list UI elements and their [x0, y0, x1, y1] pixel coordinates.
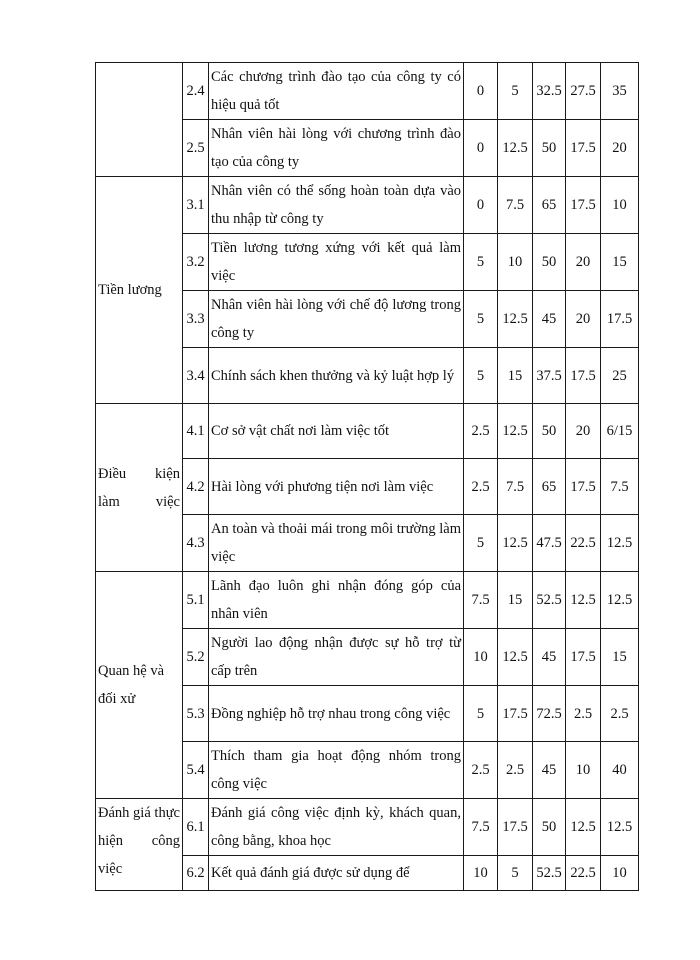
value-cell: 37.5 — [533, 348, 566, 404]
value-cell: 15 — [601, 629, 639, 686]
value-cell: 0 — [464, 63, 498, 120]
value-cell: 7.5 — [464, 572, 498, 629]
item-description: Người lao động nhận được sự hỗ trợ từ cấp trên — [209, 629, 464, 686]
item-description: Đồng nghiệp hỗ trợ nhau trong công việc — [209, 686, 464, 742]
value-cell: 2.5 — [601, 686, 639, 742]
item-description: Thích tham gia hoạt động nhóm trong công việc — [209, 742, 464, 799]
value-cell: 7.5 — [601, 459, 639, 515]
value-cell: 45 — [533, 742, 566, 799]
value-cell: 2.5 — [464, 742, 498, 799]
value-cell: 5 — [464, 291, 498, 348]
value-cell: 5 — [498, 856, 533, 891]
value-cell: 0 — [464, 177, 498, 234]
value-cell: 2.5 — [566, 686, 601, 742]
item-code: 3.1 — [183, 177, 209, 234]
value-cell: 65 — [533, 177, 566, 234]
table-row — [96, 404, 639, 459]
value-cell: 35 — [601, 63, 639, 120]
value-cell: 6/15 — [601, 404, 639, 459]
value-cell: 12.5 — [601, 799, 639, 856]
value-cell: 12.5 — [498, 291, 533, 348]
item-description: Chính sách khen thưởng và kỷ luật hợp lý — [209, 348, 464, 404]
group-label-cell — [96, 63, 183, 177]
value-cell: 22.5 — [566, 856, 601, 891]
value-cell: 20 — [566, 404, 601, 459]
value-cell: 17.5 — [498, 686, 533, 742]
item-description: Tiền lương tương xứng với kết quả làm việc — [209, 234, 464, 291]
value-cell: 10 — [566, 742, 601, 799]
item-description: Kết quả đánh giá được sử dụng để — [209, 856, 464, 891]
survey-table-body — [96, 63, 639, 891]
table-row — [96, 63, 639, 120]
value-cell: 50 — [533, 799, 566, 856]
item-description: Các chương trình đào tạo của công ty có hiệu quả tốt — [209, 63, 464, 120]
item-code: 6.1 — [183, 799, 209, 856]
value-cell: 72.5 — [533, 686, 566, 742]
item-code: 5.1 — [183, 572, 209, 629]
value-cell: 50 — [533, 234, 566, 291]
value-cell: 17.5 — [498, 799, 533, 856]
value-cell: 5 — [498, 63, 533, 120]
item-description: Cơ sở vật chất nơi làm việc tốt — [209, 404, 464, 459]
table-row — [96, 177, 639, 234]
value-cell: 12.5 — [566, 799, 601, 856]
value-cell: 45 — [533, 291, 566, 348]
item-code: 2.4 — [183, 63, 209, 120]
item-code: 3.3 — [183, 291, 209, 348]
value-cell: 32.5 — [533, 63, 566, 120]
survey-table — [95, 62, 639, 891]
value-cell: 5 — [464, 515, 498, 572]
value-cell: 12.5 — [498, 404, 533, 459]
value-cell: 40 — [601, 742, 639, 799]
value-cell: 12.5 — [498, 120, 533, 177]
value-cell: 12.5 — [498, 629, 533, 686]
value-cell: 20 — [601, 120, 639, 177]
value-cell: 0 — [464, 120, 498, 177]
value-cell: 25 — [601, 348, 639, 404]
value-cell: 52.5 — [533, 856, 566, 891]
group-label-cell: Điều kiện làm việc — [96, 404, 183, 572]
item-code: 4.1 — [183, 404, 209, 459]
value-cell: 15 — [498, 348, 533, 404]
item-description: Lãnh đạo luôn ghi nhận đóng góp của nhân viên — [209, 572, 464, 629]
value-cell: 50 — [533, 120, 566, 177]
item-description: An toàn và thoải mái trong môi trường làm việc — [209, 515, 464, 572]
value-cell: 17.5 — [566, 348, 601, 404]
item-code: 3.2 — [183, 234, 209, 291]
value-cell: 2.5 — [498, 742, 533, 799]
value-cell: 22.5 — [566, 515, 601, 572]
value-cell: 20 — [566, 234, 601, 291]
value-cell: 5 — [464, 348, 498, 404]
value-cell: 47.5 — [533, 515, 566, 572]
value-cell: 15 — [601, 234, 639, 291]
value-cell: 27.5 — [566, 63, 601, 120]
item-code: 5.2 — [183, 629, 209, 686]
value-cell: 17.5 — [566, 459, 601, 515]
value-cell: 10 — [464, 629, 498, 686]
value-cell: 12.5 — [566, 572, 601, 629]
value-cell: 20 — [566, 291, 601, 348]
value-cell: 12.5 — [601, 515, 639, 572]
value-cell: 17.5 — [566, 629, 601, 686]
value-cell: 5 — [464, 234, 498, 291]
table-row — [96, 572, 639, 629]
value-cell: 7.5 — [498, 459, 533, 515]
item-code: 4.3 — [183, 515, 209, 572]
value-cell: 10 — [464, 856, 498, 891]
item-code: 4.2 — [183, 459, 209, 515]
item-description: Nhân viên có thể sống hoàn toàn dựa vào thu nhập từ công ty — [209, 177, 464, 234]
value-cell: 2.5 — [464, 404, 498, 459]
item-description: Hài lòng với phương tiện nơi làm việc — [209, 459, 464, 515]
value-cell: 2.5 — [464, 459, 498, 515]
value-cell: 50 — [533, 404, 566, 459]
value-cell: 12.5 — [498, 515, 533, 572]
item-code: 3.4 — [183, 348, 209, 404]
value-cell: 52.5 — [533, 572, 566, 629]
table-row — [96, 799, 639, 856]
value-cell: 17.5 — [566, 177, 601, 234]
item-code: 2.5 — [183, 120, 209, 177]
value-cell: 65 — [533, 459, 566, 515]
item-description: Nhân viên hài lòng với chế độ lương trong công ty — [209, 291, 464, 348]
group-label-cell: Đánh giá thực hiện công việc — [96, 799, 183, 891]
value-cell: 5 — [464, 686, 498, 742]
group-label-cell: Tiền lương — [96, 177, 183, 404]
item-code: 5.3 — [183, 686, 209, 742]
item-code: 5.4 — [183, 742, 209, 799]
item-description: Đánh giá công việc định kỳ, khách quan, công bằng, khoa học — [209, 799, 464, 856]
value-cell: 10 — [601, 856, 639, 891]
item-code: 6.2 — [183, 856, 209, 891]
item-description: Nhân viên hài lòng với chương trình đào tạo của công ty — [209, 120, 464, 177]
value-cell: 7.5 — [498, 177, 533, 234]
group-label-cell: Quan hệ và đối xử — [96, 572, 183, 799]
value-cell: 12.5 — [601, 572, 639, 629]
value-cell: 10 — [601, 177, 639, 234]
value-cell: 10 — [498, 234, 533, 291]
value-cell: 45 — [533, 629, 566, 686]
value-cell: 15 — [498, 572, 533, 629]
value-cell: 7.5 — [464, 799, 498, 856]
value-cell: 17.5 — [566, 120, 601, 177]
value-cell: 17.5 — [601, 291, 639, 348]
